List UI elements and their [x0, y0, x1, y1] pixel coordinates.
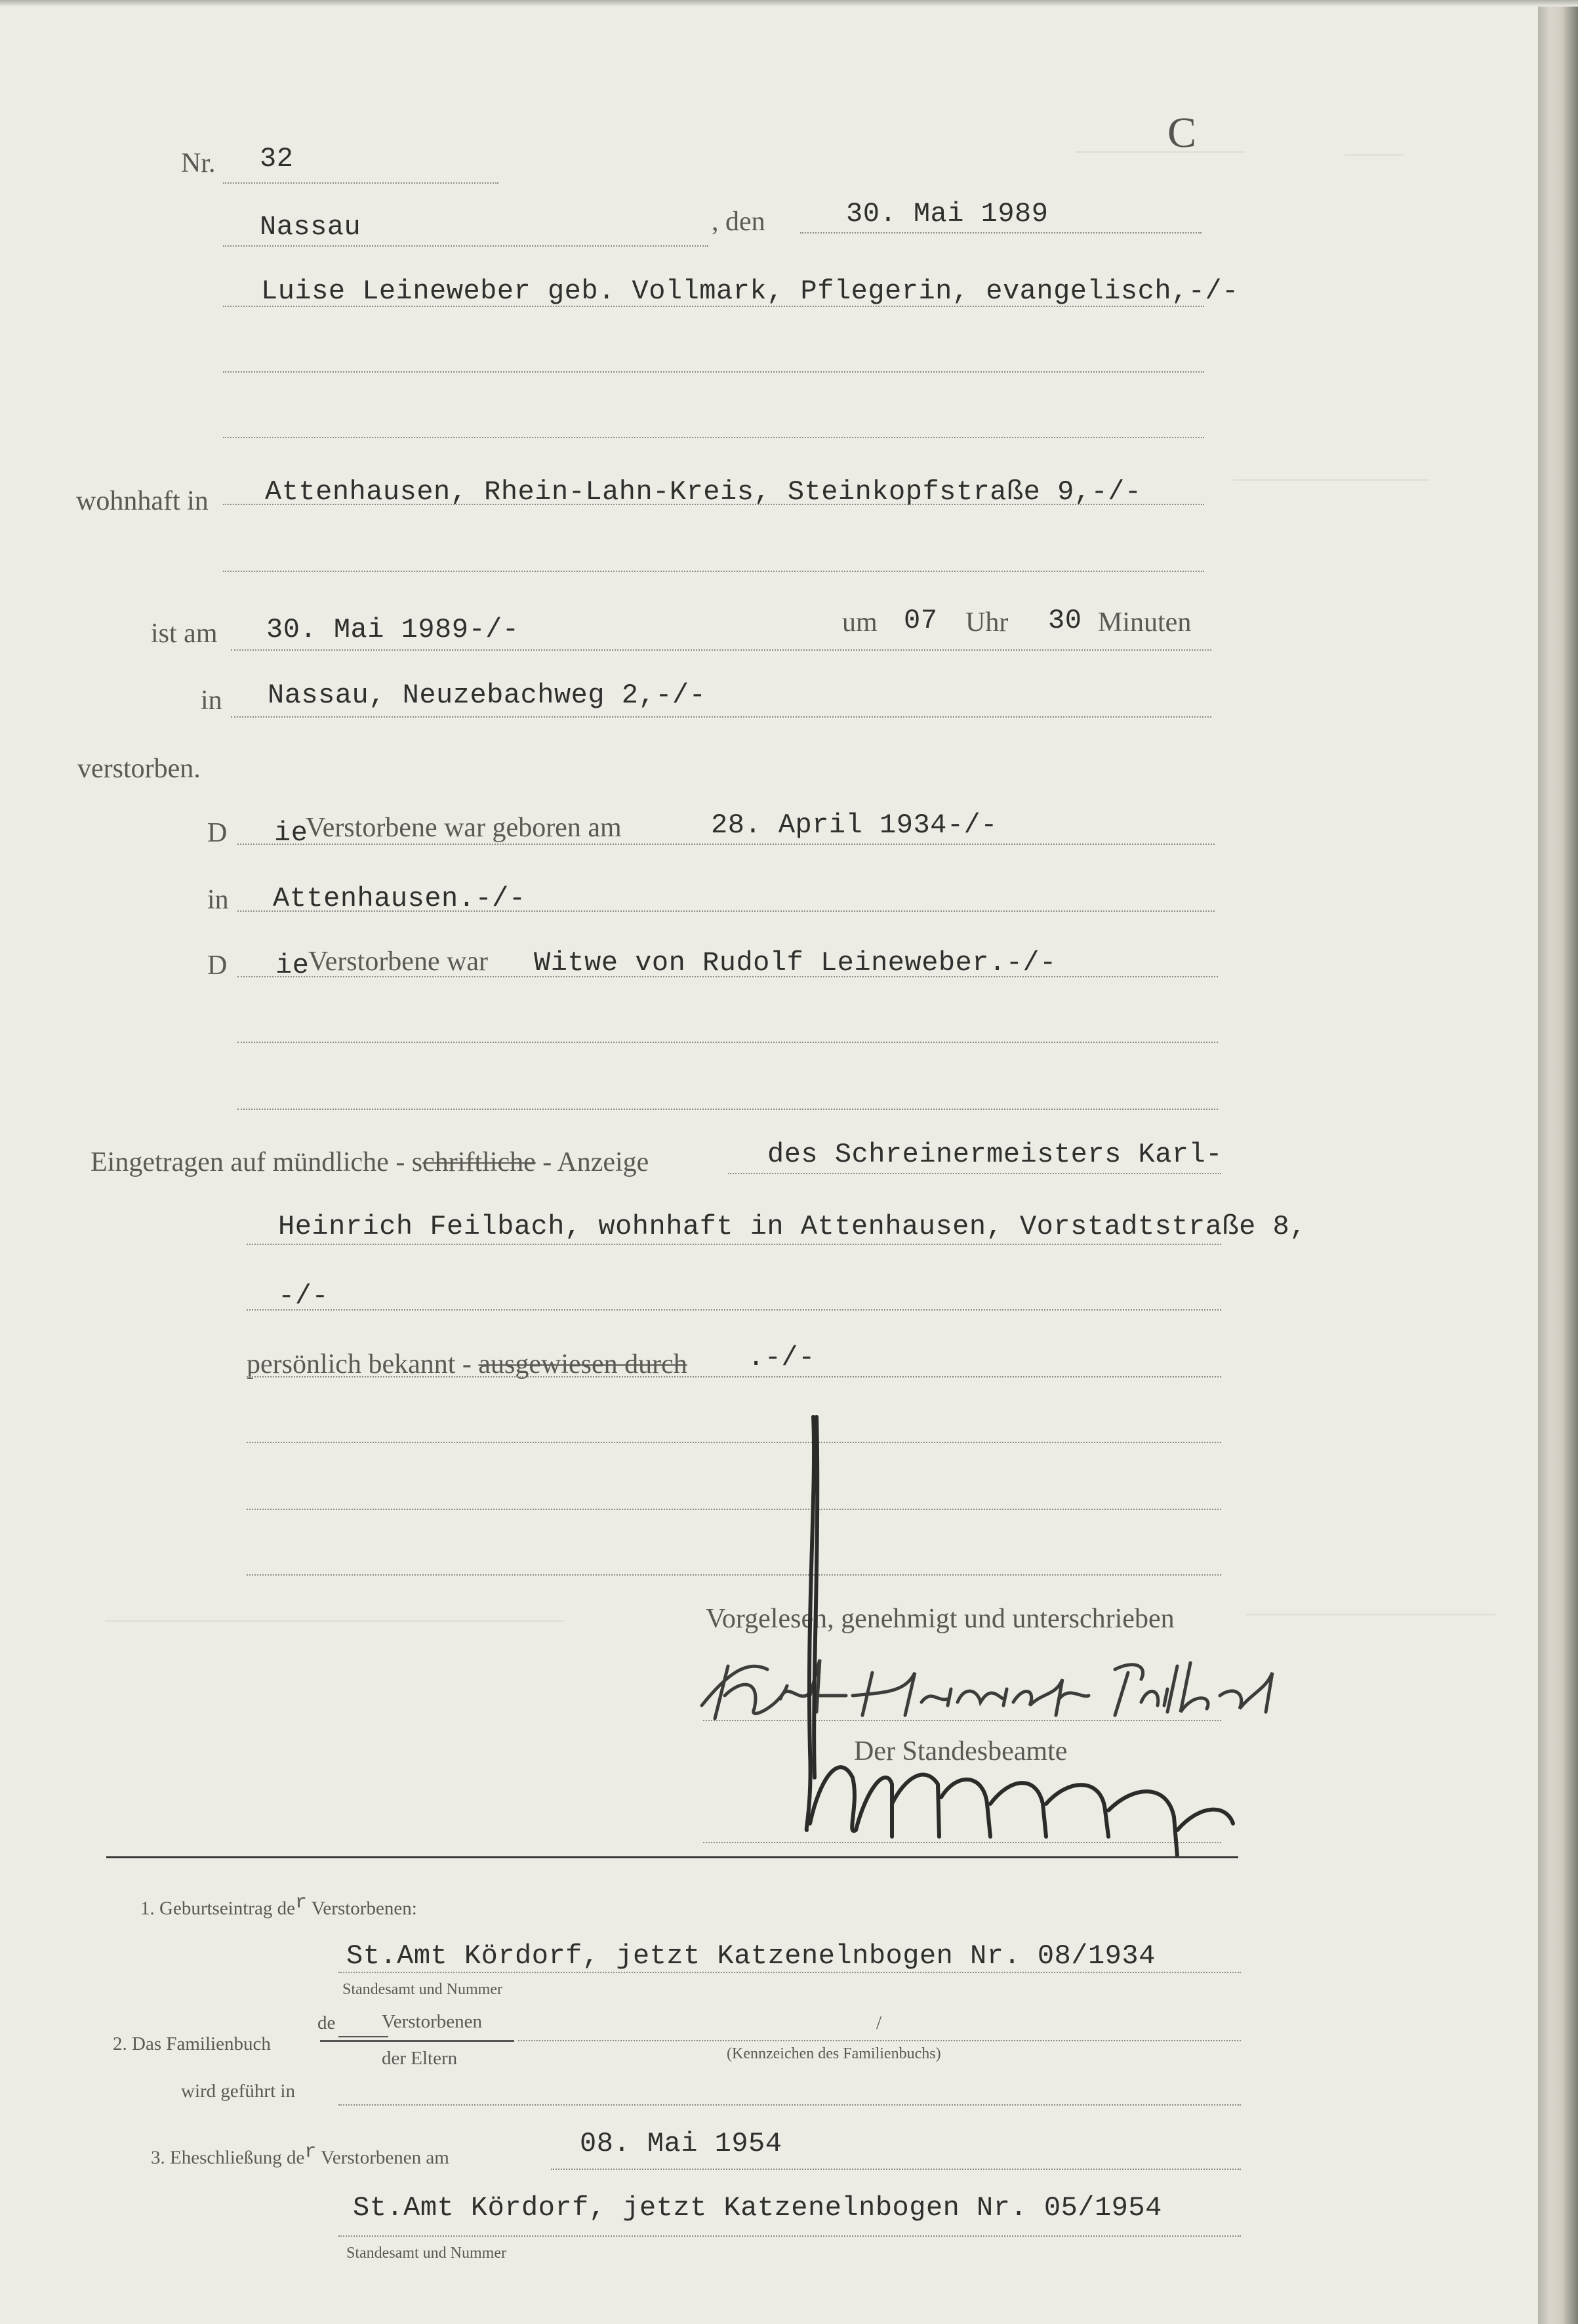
uhr-label: Uhr: [965, 607, 1009, 638]
item2-verstorbenen: Verstorbenen: [382, 2011, 483, 2032]
marital-ie-value: ie: [275, 950, 310, 981]
minuten-label: Minuten: [1098, 607, 1192, 638]
known-rule: [247, 1376, 1221, 1377]
den-label: , den: [712, 207, 765, 237]
known-label: persönlich bekannt -: [247, 1349, 479, 1379]
residence-line: [223, 504, 1204, 505]
item1-label-pre: 1. Geburtseintrag de: [140, 1898, 295, 1919]
person-line-1: Luise Leineweber geb. Vollmark, Pflegerin, evangelisch,-/-: [261, 275, 1239, 307]
item1-label: [140, 1892, 417, 1920]
item3-value-line: [338, 2235, 1241, 2237]
death-date-line: [231, 649, 1211, 651]
verstorben-label: verstorben.: [77, 754, 201, 784]
item2-slash: /: [876, 2012, 882, 2033]
nr-label: Nr.: [181, 148, 216, 178]
item2-de-line: [338, 2036, 388, 2037]
item1-label-post: Verstorbenen:: [311, 1898, 417, 1919]
item2-line: [518, 2040, 1241, 2041]
registration-label-struck: chriftliche: [422, 1147, 536, 1177]
item1-sup: r: [294, 1892, 307, 1914]
item3-value: St.Amt Kördorf, jetzt Katzenelnbogen Nr. 05/1954: [353, 2192, 1162, 2224]
registration-rule-2: [247, 1244, 1221, 1245]
item1-caption: Standesamt und Nummer: [342, 1981, 502, 1998]
registrar-signature: [794, 1410, 1331, 1883]
item2-de: de: [317, 2012, 336, 2033]
death-place-value: Nassau, Neuzebachweg 2,-/-: [268, 680, 706, 711]
marital-line-2: [237, 1042, 1218, 1043]
known-struck: ausgewiesen durch: [478, 1349, 687, 1379]
item1-value: St.Amt Kördorf, jetzt Katzenelnbogen Nr. 08/1934: [346, 1940, 1156, 1972]
item3-sup: r: [304, 2141, 317, 2163]
item2-wird-label: wird geführt in: [181, 2081, 295, 2102]
person-line-3-rule: [223, 437, 1204, 438]
death-date-value: 30. Mai 1989-/-: [266, 614, 519, 645]
item3-line: [551, 2169, 1241, 2170]
item2-caption: (Kennzeichen des Familienbuchs): [727, 2045, 941, 2062]
registration-rule-3: [247, 1309, 1221, 1311]
marital-value: Witwe von Rudolf Leineweber.-/-: [534, 947, 1057, 979]
registration-label-pre: Eingetragen auf mündliche - s: [91, 1147, 423, 1177]
death-place-line: [231, 716, 1211, 718]
place-line: [223, 245, 708, 247]
person-line-2-rule: [223, 371, 1204, 373]
known-value: .-/-: [748, 1342, 815, 1374]
birth-d-label: D: [207, 818, 228, 848]
item1-line: [338, 1972, 1241, 1973]
registration-line-3: -/-: [278, 1280, 329, 1312]
marital-d-label: D: [207, 950, 228, 981]
item3-label-post: Verstorbenen am: [321, 2147, 449, 2169]
residence-value: Attenhausen, Rhein-Lahn-Kreis, Steinkopfstraße 9,-/-: [265, 476, 1142, 508]
place-value: Nassau: [260, 211, 361, 243]
registration-label-post: - Anzeige: [542, 1147, 649, 1177]
item2-wird-line: [338, 2104, 1241, 2106]
item2-eltern: der Eltern: [382, 2048, 458, 2069]
registration-label: [91, 1147, 649, 1178]
registration-line-2: Heinrich Feilbach, wohnhaft in Attenhausen, Vorstadtstraße 8,: [278, 1211, 1306, 1242]
marital-line-3: [237, 1109, 1218, 1110]
known-label-wrap: [247, 1349, 687, 1380]
death-in-label: in: [201, 685, 222, 716]
page-top-edge: [0, 0, 1578, 7]
birth-line: [237, 844, 1215, 845]
birth-date-value: 28. April 1934-/-: [711, 809, 998, 841]
death-hour-value: 07: [904, 605, 938, 636]
item3-label-pre: 3. Eheschließung de: [151, 2147, 305, 2169]
birth-ie-value: ie: [274, 817, 308, 849]
marital-line: [237, 976, 1218, 977]
residence-line-2: [223, 571, 1204, 572]
birth-text-label: Verstorbene war geboren am: [306, 813, 622, 843]
birth-place-line: [237, 910, 1215, 912]
item2-fraction-line: [320, 2040, 514, 2042]
form-type-letter: C: [1167, 109, 1197, 157]
item2-label: 2. Das Familienbuch: [113, 2033, 271, 2054]
item3-caption: Standesamt und Nummer: [346, 2245, 506, 2262]
item3-date: 08. Mai 1954: [580, 2128, 782, 2159]
nr-line: [223, 182, 498, 184]
date-value: 30. Mai 1989: [846, 198, 1049, 230]
officer-label: Der Standesbeamte: [854, 1736, 1068, 1766]
marital-text-label: Verstorbene war: [308, 947, 489, 977]
birth-in-label: in: [207, 885, 229, 915]
nr-value: 32: [260, 143, 294, 174]
footer-separator: [106, 1856, 1238, 1858]
ist-am-label: ist am: [151, 619, 218, 649]
person-line-1-rule: [223, 306, 1204, 307]
registration-rule-1: [728, 1173, 1221, 1174]
um-label: um: [842, 607, 878, 638]
date-line: [800, 232, 1202, 234]
death-minute-value: 30: [1048, 605, 1082, 636]
item3-label: [151, 2141, 449, 2169]
residence-label: wohnhaft in: [76, 486, 209, 516]
read-approved-label: Vorgelesen, genehmigt und unterschrieben: [706, 1604, 1175, 1634]
birth-place-value: Attenhausen.-/-: [273, 883, 526, 914]
registration-line-1: des Schreinermeisters Karl-: [767, 1139, 1223, 1170]
page-edge: [1538, 0, 1578, 2324]
